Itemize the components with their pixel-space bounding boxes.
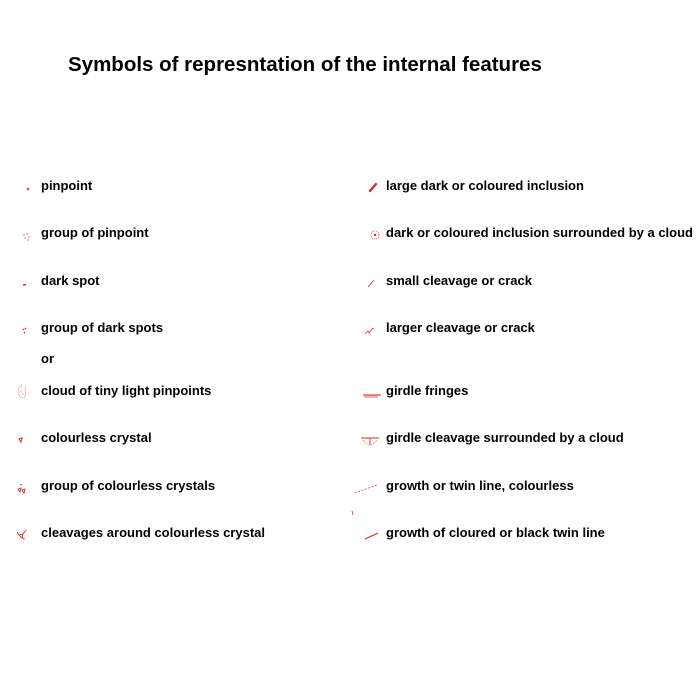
crystal-cleavage-icon bbox=[14, 524, 38, 542]
legend-label-large-crack: larger cleavage or crack bbox=[386, 320, 535, 335]
legend-label-dark-spot: dark spot bbox=[41, 273, 100, 288]
legend-label-crystal-cleavage: cleavages around colourless crystal bbox=[41, 525, 265, 540]
twin-line-colourless-icon bbox=[353, 478, 377, 496]
page-title: Symbols of represntation of the internal features bbox=[68, 53, 542, 76]
girdle-fringes-icon bbox=[361, 384, 385, 402]
legend-label-girdle-cleavage: girdle cleavage surrounded by a cloud bbox=[386, 430, 624, 445]
stray-mark-icon bbox=[347, 507, 371, 525]
or-label: or bbox=[41, 351, 54, 366]
group-of-crystals-icon bbox=[14, 478, 38, 496]
legend-label-girdle-fringes: girdle fringes bbox=[386, 383, 469, 398]
legend-label-twin-line-black: growth of cloured or black twin line bbox=[386, 525, 605, 540]
legend-label-inclusion-cloud: dark or coloured inclusion surrounded by a cloud bbox=[386, 225, 693, 240]
legend-label-colourless-crystal: colourless crystal bbox=[41, 430, 152, 445]
legend-label-group-of-dark-spots: group of dark spots bbox=[41, 320, 164, 335]
legend-label-group-of-crystals: group of colourless crystals bbox=[41, 478, 216, 493]
group-of-pinpoint-icon bbox=[18, 225, 42, 243]
legend-label-large-inclusion: large dark or coloured inclusion bbox=[386, 178, 584, 193]
legend-label-pinpoint: pinpoint bbox=[41, 178, 93, 193]
large-crack-icon bbox=[362, 320, 386, 338]
girdle-cleavage-icon bbox=[359, 430, 383, 448]
legend-label-small-crack: small cleavage or crack bbox=[386, 273, 532, 288]
small-crack-icon bbox=[364, 272, 388, 290]
legend-label-twin-line-colourless: growth or twin line, colourless bbox=[386, 478, 574, 493]
colourless-crystal-icon bbox=[16, 430, 40, 448]
dark-spot-icon bbox=[18, 272, 42, 290]
twin-line-black-icon bbox=[361, 525, 385, 543]
legend-label-group-of-pinpoint: group of pinpoint bbox=[41, 225, 149, 240]
legend-label-cloud: cloud of tiny light pinpoints bbox=[41, 383, 212, 398]
group-of-dark-spots-icon bbox=[18, 320, 42, 338]
cloud-icon bbox=[14, 382, 38, 400]
